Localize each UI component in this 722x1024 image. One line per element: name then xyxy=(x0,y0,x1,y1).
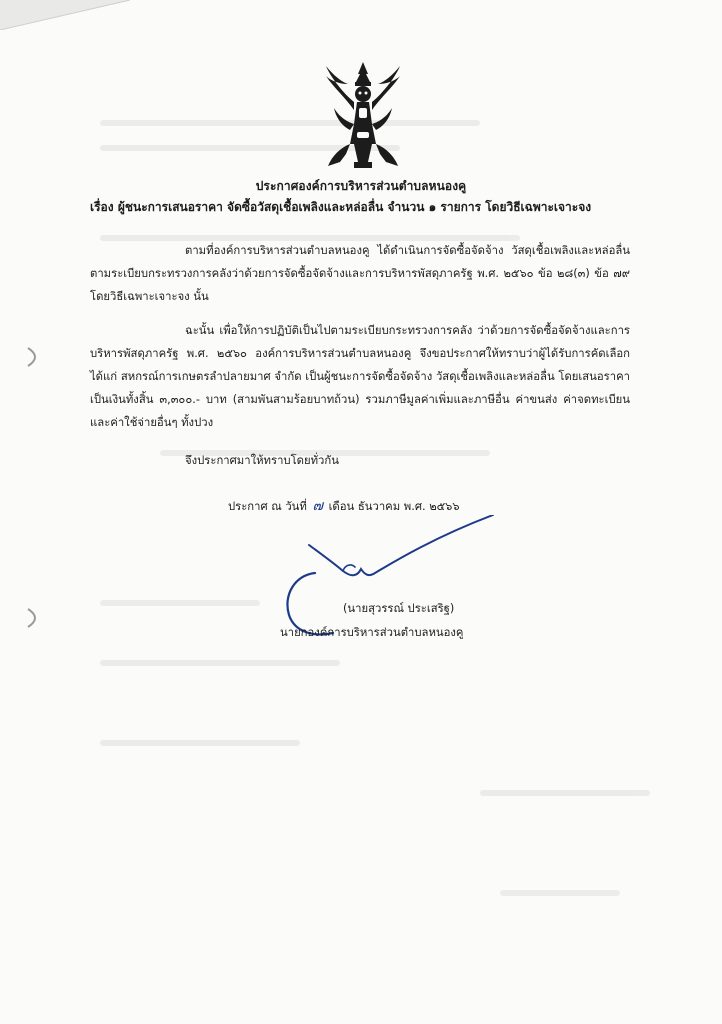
subject-text: ผู้ชนะการเสนอราคา จัดซื้อวัสดุเชื้อเพลิงและหล่อลื่น จำนวน ๑ รายการ โดยวิธีเฉพาะเจาะจง xyxy=(117,200,592,214)
date-month-label: เดือน xyxy=(328,500,355,513)
garuda-emblem-icon xyxy=(324,62,402,170)
body-paragraph-1 xyxy=(90,239,630,308)
body-paragraph-2 xyxy=(90,319,630,434)
page-corner-fold xyxy=(0,0,130,30)
punch-hole-shadow-icon xyxy=(26,607,44,629)
date-year-label: พ.ศ. xyxy=(403,500,426,513)
punch-hole-shadow-icon xyxy=(26,346,44,368)
date-month: ธันวาคม xyxy=(357,500,401,513)
closing-statement: จึงประกาศมาให้ทราบโดยทั่วกัน xyxy=(185,454,339,467)
announcement-heading: ประกาศองค์การบริหารส่วนตำบลหนองคู xyxy=(255,179,467,193)
subject-label: เรื่อง xyxy=(90,200,114,214)
announcement-date xyxy=(228,495,460,517)
signatory-position: นายกองค์การบริหารส่วนตำบลหนองคู xyxy=(280,626,464,639)
date-year: ๒๕๖๖ xyxy=(429,500,460,513)
announcement-subject xyxy=(90,198,650,217)
signatory-name: (นายสุวรรณ์ ประเสริฐ) xyxy=(343,602,455,615)
date-day: ๗ xyxy=(312,498,323,514)
date-prefix: ประกาศ ณ วันที่ xyxy=(228,500,307,513)
paragraph-1-text: ตามที่องค์การบริหารส่วนตำบลหนองคู ได้ดำเนินการจัดซื้อจัดจ้าง วัสดุเชื้อเพลิงและหล่อลื่น ตามระเบียบกระทรวงการคลังว่าด้วยการจัดซื้อจัดจ้างและการบริหารพัสดุภาครัฐ พ.ศ. ๒๕๖๐ ข้อ ๒๘(๓) ข้อ ๗๙ โดยวิธีเฉพาะเจาะจง นั้น xyxy=(90,244,631,303)
paragraph-2-text: ฉะนั้น เพื่อให้การปฏิบัติเป็นไปตามระเบียบกระทรวงการคลัง ว่าด้วยการจัดซื้อจัดจ้างและการบริหารพัสดุภาครัฐ พ.ศ. ๒๕๖๐ องค์การบริหารส่วนตำบลหนองคู จึงขอประกาศให้ทราบว่าผู้ได้รับการคัดเลือก ได้แก่ สหกรณ์การเกษตรลำปลายมาศ จำกัด เป็นผู้ชนะการจัดซื้อจัดจ้าง วัสดุเชื้อเพลิงและหล่อลื่น โดยเสนอราคา เป็นเงินทั้งสิ้น ๓,๓๐๐.- บาท (สามพันสามร้อยบาทถ้วน) รวมภาษีมูลค่าเพิ่มและภาษีอื่น ค่าขนส่ง ค่าจดทะเบียน และค่าใช้จ่ายอื่นๆ ทั้งปวง xyxy=(90,324,630,429)
